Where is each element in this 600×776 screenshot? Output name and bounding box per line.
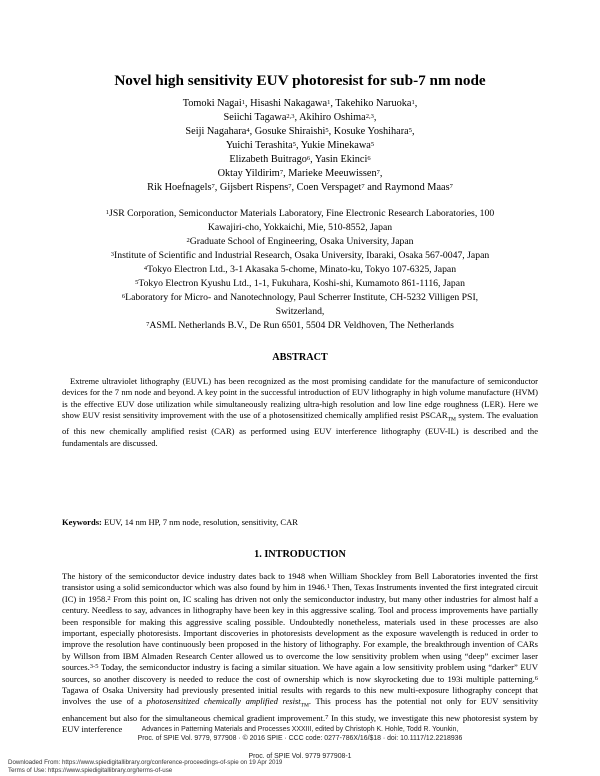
author-sup: 7 bbox=[211, 183, 215, 190]
author-sup: 1 bbox=[241, 99, 245, 106]
copyright-line: Proc. of SPIE Vol. 9779, 977908 · © 2016 SPIE · CCC code: 0277-786X/16/$18 · doi: 10.1117/12.2218936 bbox=[137, 735, 463, 742]
ref-sup: 7 bbox=[325, 713, 329, 721]
intro-heading: 1. INTRODUCTION bbox=[254, 549, 346, 560]
affiliation bbox=[0, 319, 600, 333]
author-sup: 7 bbox=[279, 169, 284, 176]
ref-sup: 1 bbox=[326, 583, 331, 591]
affiliation-sup: 7 bbox=[146, 321, 150, 328]
intro-t7: In this study, we investigate this new photoresist system by EUV interference bbox=[62, 712, 538, 734]
author-name: Yukie Minekawa bbox=[300, 140, 371, 151]
affiliation-text: JSR Corporation, Semiconductor Materials Laboratory, Fine Electronic Research Laboratories, 100 bbox=[109, 208, 495, 219]
affiliation bbox=[0, 291, 600, 305]
author-sup: 4 bbox=[246, 127, 250, 134]
author-name: Elizabeth Buitrago bbox=[229, 154, 307, 165]
author-sup: 6 bbox=[367, 155, 371, 162]
affiliation-sup: 2 bbox=[186, 237, 190, 244]
intro-t2: Then, Texas Instruments invented the first integrated circuit (IC) in 1958. bbox=[62, 582, 538, 604]
affiliation-sup: 1 bbox=[105, 209, 110, 216]
download-link[interactable]: Downloaded From: https://www.spiedigitallibrary.org/conference-proceedings-of-spie on 19 Apr 2019 bbox=[8, 759, 283, 766]
author-sup: 2,3 bbox=[286, 113, 295, 120]
intro-t5: Tagawa of Osaka University had previously presented initial results with regards to this new multi-exposure lithography concept that involves the use of a bbox=[62, 685, 538, 707]
abstract-heading: ABSTRACT bbox=[272, 352, 328, 363]
trademark-sub: TM bbox=[447, 416, 456, 423]
affiliation bbox=[0, 305, 600, 319]
author-line-7: Rik Hoefnagels$^7$, Gijsbert Rispens$^7$, Coen Verspaget$^7$ and Raymond Maas$^7$ bbox=[147, 182, 453, 193]
author-name: Seiichi Tagawa bbox=[223, 112, 287, 123]
affiliation bbox=[0, 221, 600, 235]
author-line-1: Tomoki Nagai$^1$, Hisashi Nakagawa$^1$, Takehiko Naruoka$^1$, bbox=[182, 98, 418, 109]
terms-line[interactable] bbox=[8, 767, 172, 775]
author-name: Hisashi Nakagawa bbox=[250, 98, 328, 109]
affiliation-text: Institute of Scientific and Industrial Research, Osaka University, Ibaraki, Osaka 567-0047, Japan bbox=[114, 250, 490, 261]
author-sup: 7 bbox=[361, 183, 365, 190]
author-conjunction: and bbox=[367, 182, 383, 193]
author-name: Marieke Meeuwissen bbox=[288, 168, 377, 179]
author-name: Yuichi Terashita bbox=[225, 140, 293, 151]
keywords-label: Keywords: bbox=[62, 517, 102, 527]
intro-t4: Today, the semiconductor industry is facing a similar situation. We have again a low sensitivity problem using “darker” EUV sources, so another discovery is needed to reduce the cost of ownership which is now skyrocketing due to 193i multiple patterning. bbox=[62, 662, 538, 684]
affiliation-text: Graduate School of Engineering, Osaka University, Japan bbox=[189, 236, 414, 247]
terms-link[interactable]: Terms of Use: https://www.spiedigitallibrary.org/terms-of-use bbox=[8, 767, 173, 774]
affiliation-sup: 4 bbox=[143, 265, 148, 272]
author-sup: 5 bbox=[292, 141, 296, 148]
author-line-5: Elizabeth Buitrago$^6$, Yasin Ekinci$^6$ bbox=[229, 154, 371, 165]
author-sup: 7 bbox=[376, 169, 380, 176]
author-sup: 7 bbox=[288, 183, 292, 190]
intro-text bbox=[62, 571, 538, 735]
intro-italic: photosensitized chemically amplified resist bbox=[146, 696, 301, 707]
author-sup: 5 bbox=[370, 141, 375, 148]
affiliation-text: Kawajiri-cho, Yokkaichi, Mie, 510-8552, Japan bbox=[207, 222, 393, 233]
affiliation-text: ASML Netherlands B.V., De Run 6501, 5504 DR Veldhoven, The Netherlands bbox=[149, 320, 454, 331]
author-line-6: Oktay Yildirim$^7$, Marieke Meeuwissen$^7$, bbox=[217, 168, 383, 179]
author-line-2: Seiichi Tagawa$^{2,3}$, Akihiro Oshima$^{2,3}$, bbox=[223, 112, 377, 123]
author-name: Rik Hoefnagels bbox=[147, 182, 212, 193]
affiliation-text: Tokyo Electron Ltd., 3-1 Akasaka 5-chome, Minato-ku, Tokyo 107-6325, Japan bbox=[147, 264, 457, 275]
author-name: Coen Verspaget bbox=[296, 182, 362, 193]
author-name: Takehiko Naruoka bbox=[335, 98, 412, 109]
affiliation-text: Tokyo Electron Kyushu Ltd., 1-1, Fukuhara, Koshi-shi, Kumamoto 861-1116, Japan bbox=[138, 278, 465, 289]
intro-t3: From this point on, IC scaling has driven not only the semiconductor industry, but many other industries for almost half a century. Needless to say, advances in lithography have been key in this aggressive scaling. Tool and process improvements have partially been responsible for making this aggressive scaling possible. Undoubtedly nonetheless, materials used in these processes are also important, especially photoresists. Important discoveries in photoresists development as the exposure wavelength is reduced in order to improve the resolution have continuously been proposed in the history of lithography. For example, the breakthrough invention of CARs by Willson from IBM Almaden Research Center allowed us to overcome the low sensitivity problem when using “deep” excimer laser sources. bbox=[62, 593, 538, 673]
author-name: Gijsbert Rispens bbox=[219, 182, 289, 193]
affiliation bbox=[0, 263, 600, 277]
abstract-text-b: system. The evaluation of this new chemically amplified resist (CAR) as performed using EUV interference lithography (EUV-IL) is described and the fundamentals are discussed. bbox=[62, 410, 538, 448]
author-sup: 1 bbox=[411, 99, 415, 106]
affiliation bbox=[0, 207, 600, 221]
keywords bbox=[62, 517, 538, 527]
author-line-4: Yuichi Terashita$^5$, Yukie Minekawa$^5$ bbox=[225, 140, 375, 151]
author-sup: 5 bbox=[408, 127, 412, 134]
keywords-text: EUV, 14 nm HP, 7 nm node, resolution, sensitivity, CAR bbox=[101, 517, 299, 527]
affiliation-sup: 3 bbox=[110, 251, 115, 258]
abstract-text bbox=[62, 376, 538, 449]
ref-sup: 6 bbox=[534, 674, 538, 682]
author-name: Kosuke Yoshihara bbox=[333, 126, 409, 137]
affiliation-text: Laboratory for Micro- and Nanotechnology, Paul Scherrer Institute, CH-5232 Villigen PSI, bbox=[125, 292, 479, 303]
intro-t6: . This process has the potential not only for EUV sensitivity enhancement but also for the simultaneous chemical gradient improvement. bbox=[62, 696, 538, 723]
author-name: Akihiro Oshima bbox=[299, 112, 366, 123]
intro-t1: The history of the semiconductor device industry dates back to 1948 when William Shockley from Bell Laboratories invented the first transistor using a solid semiconductor which was also found by him in 1946. bbox=[62, 571, 538, 593]
author-name: Oktay Yildirim bbox=[217, 168, 280, 179]
author-name: Seiji Nagahara bbox=[185, 126, 247, 137]
ref-sup: 3-5 bbox=[89, 663, 99, 671]
affiliation-sup: 5 bbox=[135, 279, 139, 286]
author-name: Gosuke Shiraishi bbox=[254, 126, 326, 137]
author-line-3: Seiji Nagahara$^4$, Gosuke Shiraishi$^5$, Kosuke Yoshihara$^5$, bbox=[185, 126, 415, 137]
author-sup: 1 bbox=[327, 99, 331, 106]
author-sup: 5 bbox=[325, 127, 329, 134]
author-sup: 7 bbox=[449, 183, 453, 190]
ref-sup: 2 bbox=[107, 594, 111, 602]
affiliation-sup: 6 bbox=[121, 293, 126, 300]
download-line[interactable] bbox=[8, 759, 282, 767]
author-name: Raymond Maas bbox=[384, 182, 450, 193]
conference-line: Advances in Patterning Materials and Processes XXXIII, edited by Christoph K. Hohle, Todd R. Younkin, bbox=[141, 726, 459, 733]
affiliation bbox=[0, 277, 600, 291]
author-sup: 6 bbox=[306, 155, 311, 162]
trademark-sub: TM bbox=[300, 703, 309, 710]
affiliation bbox=[0, 235, 600, 249]
affiliation-text: Switzerland, bbox=[275, 306, 325, 317]
author-name: Tomoki Nagai bbox=[182, 98, 242, 109]
abstract-text-a: Extreme ultraviolet lithography (EUVL) has been recognized as the most promising candidate for the manufacture of semiconductor devices for the 7 nm node and beyond. A key point in the successful introduction of EUV lithography in high volume manufacture (HVM) is the effective EUV dose utilization while simultaneously realizing ultra-high resolution and low line edge roughness (LER). Here we show EUV resist sensitivity improvement with the use of a photosensitized chemically amplified resist PSCAR bbox=[62, 376, 538, 421]
page-number: Proc. of SPIE Vol. 9779 977908-1 bbox=[248, 753, 352, 760]
author-name: Yasin Ekinci bbox=[314, 154, 368, 165]
paper-title: Novel high sensitivity EUV photoresist for sub-7 nm node bbox=[114, 72, 486, 89]
author-sup: 2,3 bbox=[365, 113, 374, 120]
affiliation bbox=[0, 249, 600, 263]
